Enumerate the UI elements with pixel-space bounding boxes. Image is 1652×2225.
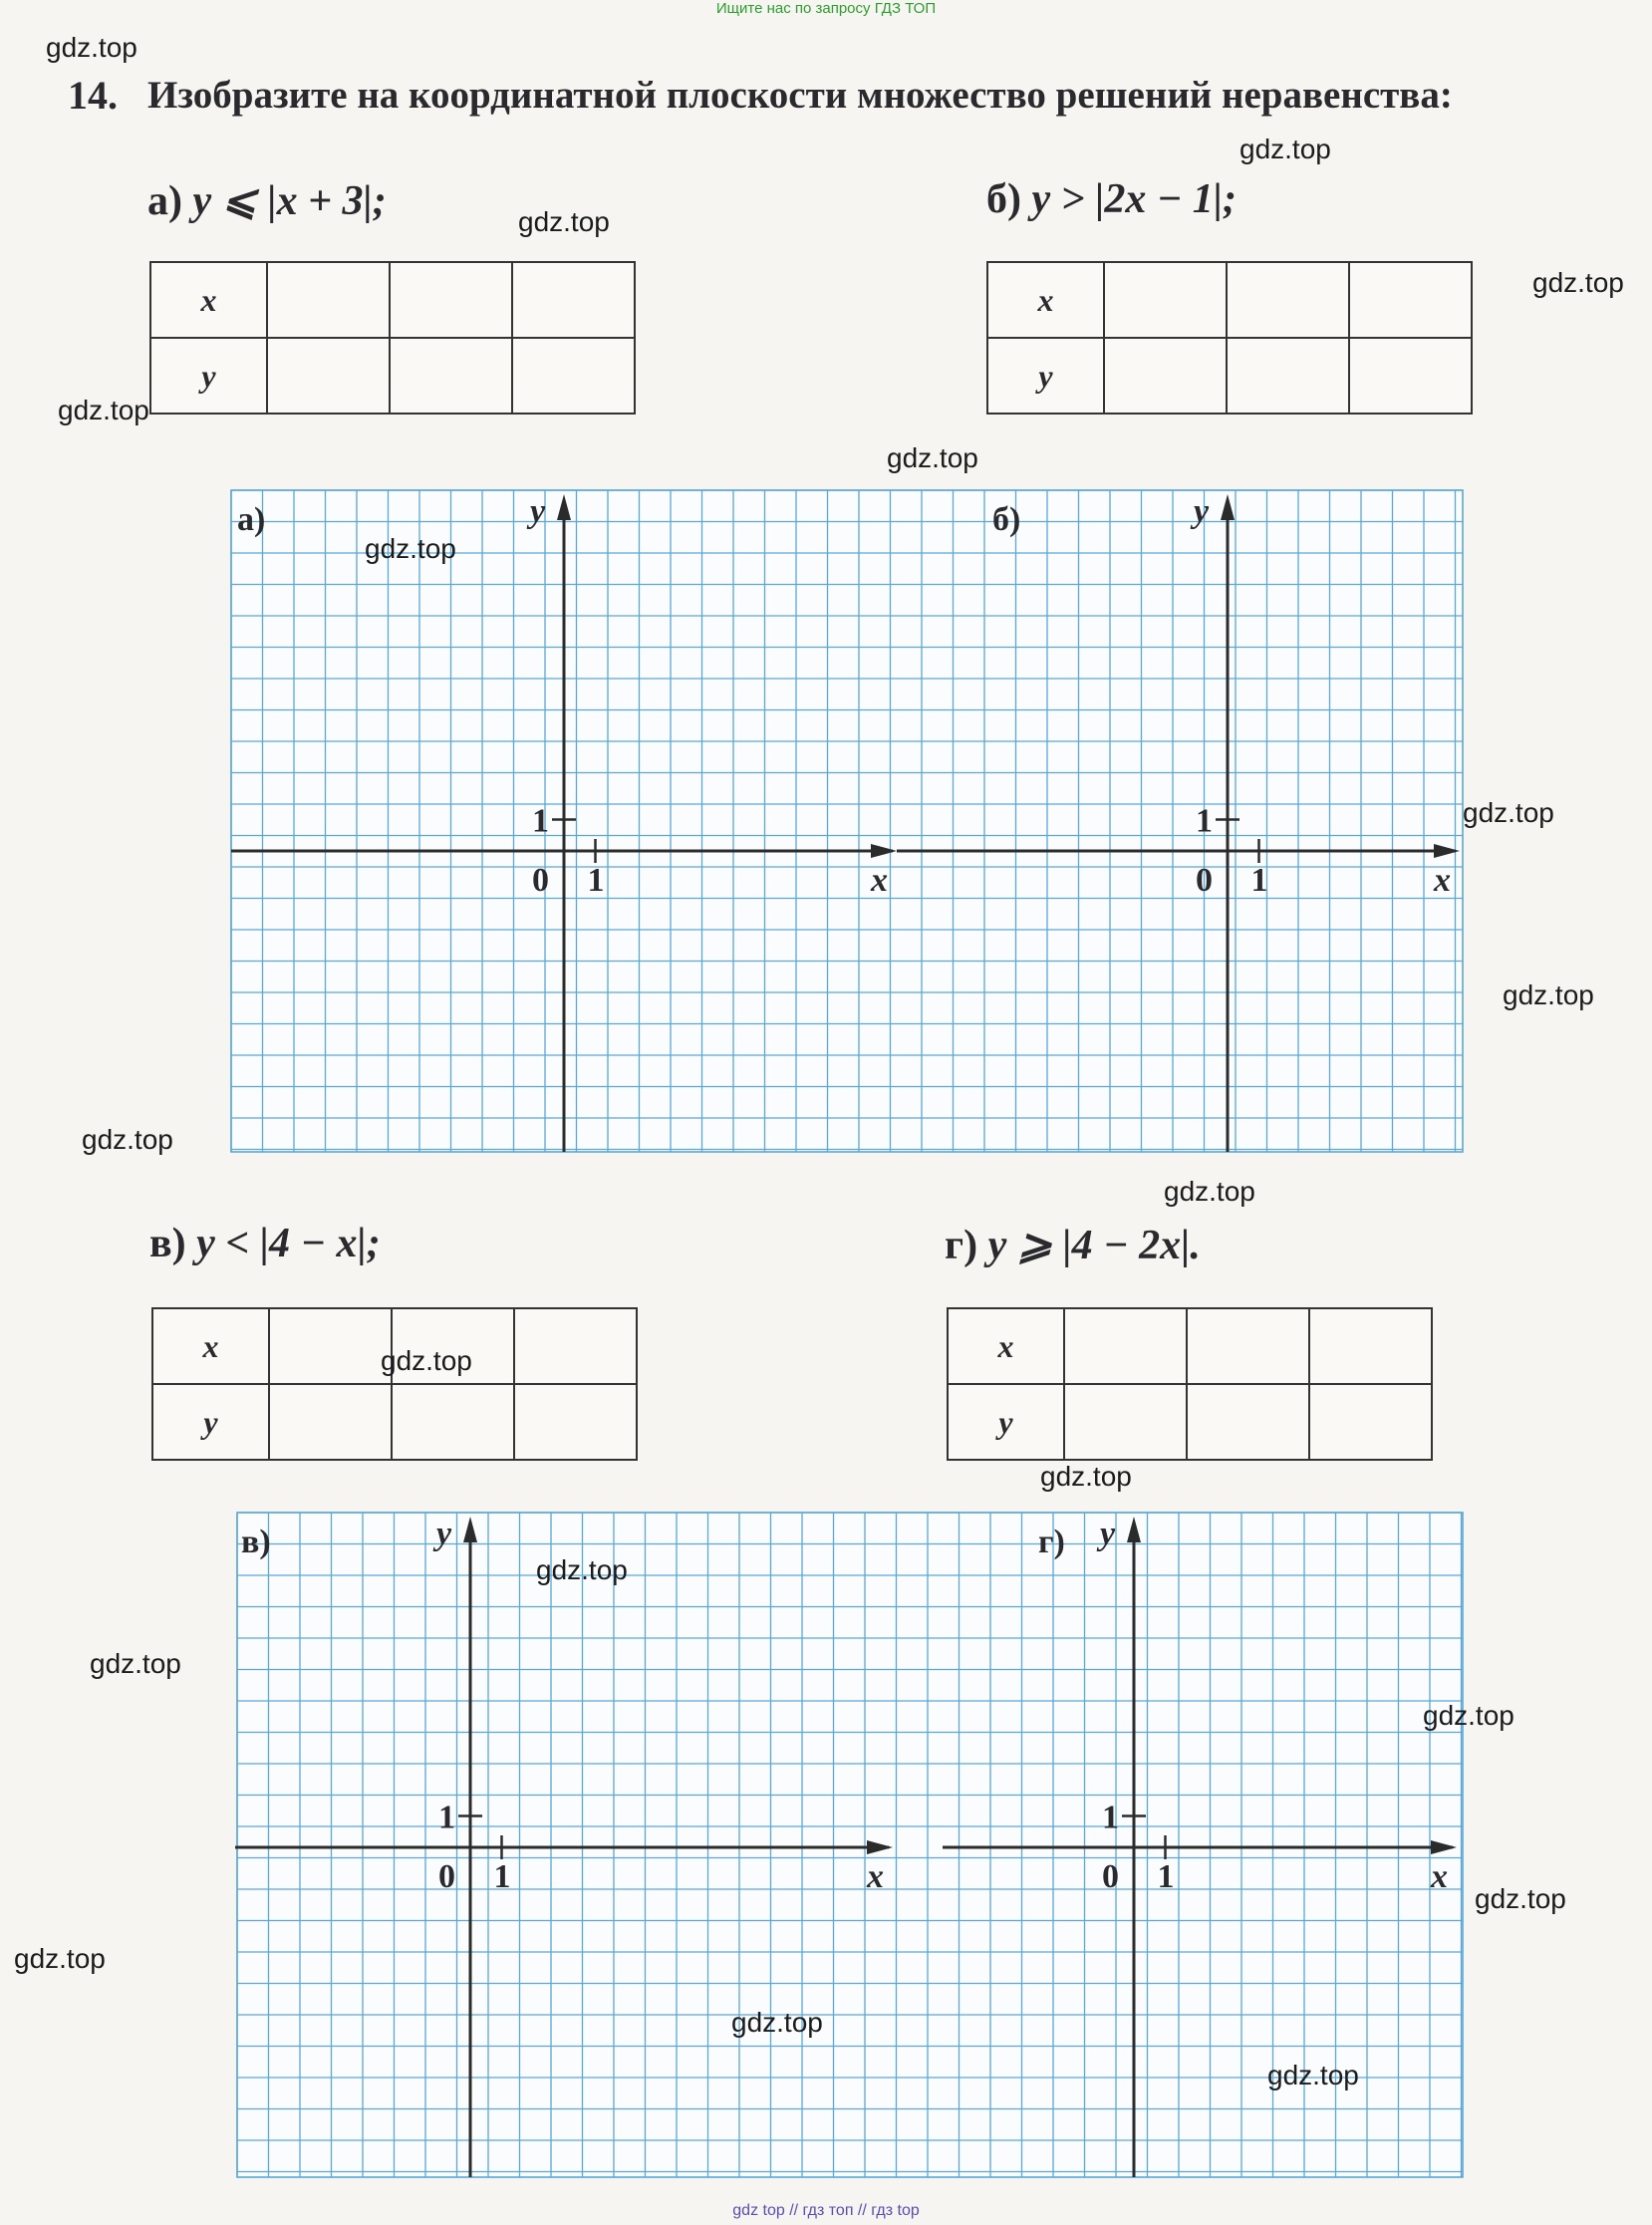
table-c-y-header: y xyxy=(152,1384,269,1460)
watermark: gdz.top xyxy=(58,395,149,425)
part-c-letter: в) xyxy=(149,1221,186,1266)
origin-label: 0 xyxy=(438,1858,455,1895)
part-b-inequality: y > |2x − 1|; xyxy=(1031,176,1238,222)
watermark: gdz.top xyxy=(1503,979,1594,1010)
watermark: gdz.top xyxy=(1475,1883,1566,1914)
part-a-letter: а) xyxy=(147,178,182,224)
part-a-inequality: y ⩽ |x + 3|; xyxy=(192,178,387,224)
x-axis-label: x xyxy=(1434,862,1451,899)
top-banner[interactable]: Ищите нас по запросу ГДЗ ТОП xyxy=(715,0,937,17)
table-d-x-header: x xyxy=(948,1308,1064,1384)
graph-c-label: в) xyxy=(241,1524,271,1560)
x-unit-label: 1 xyxy=(1157,1858,1175,1895)
y-axis-label: y xyxy=(436,1516,452,1552)
part-c-inequality: y < |4 − x|; xyxy=(196,1221,381,1266)
watermark: gdz.top xyxy=(1040,1461,1132,1492)
table-a-x-header: x xyxy=(150,262,267,338)
watermark: gdz.top xyxy=(1423,1700,1514,1731)
bottom-banner[interactable]: gdz top // гдз топ // гдз top xyxy=(732,2202,920,2219)
table-b-y-header: y xyxy=(987,338,1104,414)
x-axis-label: x xyxy=(867,1858,884,1895)
graph-a-label: а) xyxy=(237,501,266,538)
origin-label: 0 xyxy=(1102,1858,1119,1895)
watermark: gdz.top xyxy=(1239,134,1331,164)
watermark: gdz.top xyxy=(1164,1176,1255,1207)
table-b-x-header: x xyxy=(987,262,1104,338)
watermark: gdz.top xyxy=(46,32,138,63)
graph-d-label: г) xyxy=(1038,1524,1065,1560)
y-axis-label: y xyxy=(530,493,546,530)
watermark: gdz.top xyxy=(731,2007,823,2038)
grid-top[interactable] xyxy=(231,490,1463,1152)
table-a-y-header: y xyxy=(150,338,267,414)
watermark: gdz.top xyxy=(90,1648,181,1679)
table-d-y-header: y xyxy=(948,1384,1064,1460)
origin-label: 0 xyxy=(1196,862,1213,899)
watermark: gdz.top xyxy=(82,1124,173,1155)
x-unit-label: 1 xyxy=(1250,862,1268,899)
watermark: gdz.top xyxy=(887,442,978,473)
task-text: Изобразите на координатной плоскости множество решений неравенства: xyxy=(147,74,1453,117)
x-unit-label: 1 xyxy=(493,1858,511,1895)
part-d-letter: г) xyxy=(945,1223,978,1268)
y-unit-label: 1 xyxy=(1102,1799,1119,1836)
watermark: gdz.top xyxy=(14,1943,106,1974)
y-unit-label: 1 xyxy=(438,1799,455,1836)
watermark: gdz.top xyxy=(536,1554,628,1585)
y-axis-label: y xyxy=(1194,493,1210,530)
watermark: gdz.top xyxy=(1267,2060,1359,2090)
watermark: gdz.top xyxy=(381,1345,472,1376)
x-unit-label: 1 xyxy=(587,862,605,899)
x-axis-label: x xyxy=(1431,1858,1448,1895)
y-unit-label: 1 xyxy=(1196,802,1213,840)
table-c-x-header: x xyxy=(152,1308,269,1384)
origin-label: 0 xyxy=(532,862,549,899)
watermark: gdz.top xyxy=(365,533,456,564)
part-d-inequality: y ⩾ |4 − 2x|. xyxy=(987,1223,1201,1268)
part-b-letter: б) xyxy=(986,176,1021,222)
watermark: gdz.top xyxy=(1463,797,1554,828)
y-unit-label: 1 xyxy=(532,802,549,840)
task-number: 14. xyxy=(68,73,118,118)
watermark: gdz.top xyxy=(518,206,610,237)
graph-b-label: б) xyxy=(992,501,1021,538)
watermark: gdz.top xyxy=(1532,267,1624,298)
y-axis-label: y xyxy=(1100,1516,1116,1552)
x-axis-label: x xyxy=(871,862,888,899)
